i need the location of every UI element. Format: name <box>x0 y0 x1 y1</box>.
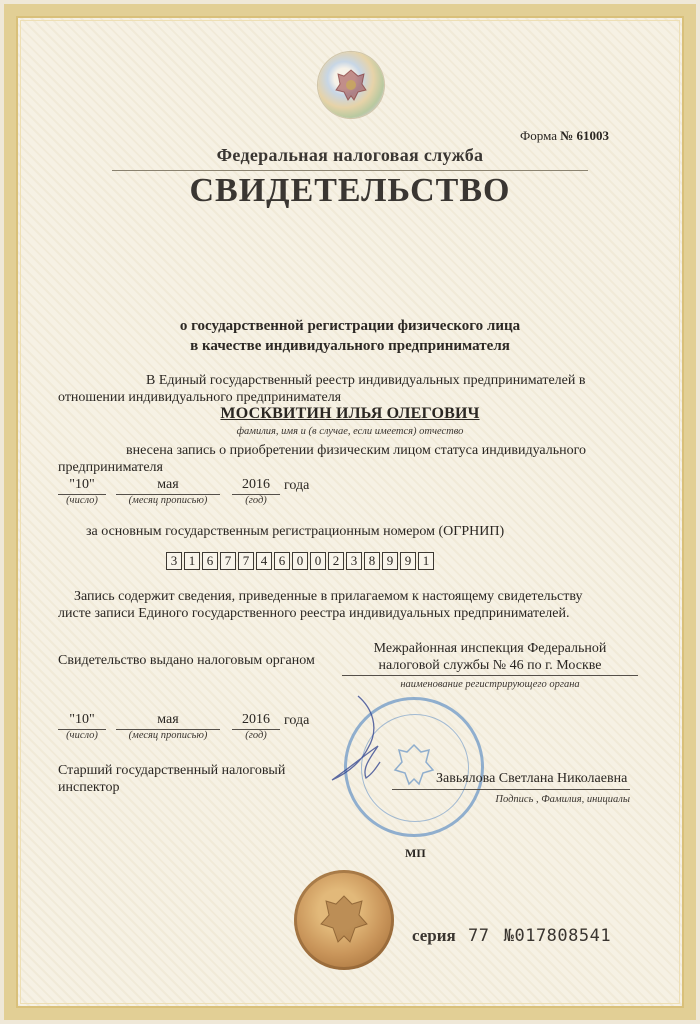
issue-month-caption: (месяц прописью) <box>128 730 208 741</box>
issuer-line-1: Межрайонная инспекция Федеральной <box>373 641 607 656</box>
name-caption: фамилия, имя и (в случае, если имеется) отчество <box>236 426 464 437</box>
entry-line-1: внесена запись о приобретении физическим лицом статуса индивидуального <box>126 443 586 458</box>
ogrnip-digit: 3 <box>166 552 182 570</box>
position-line-2: инспектор <box>58 780 120 795</box>
ogrnip-digit: 3 <box>346 552 362 570</box>
record-line-1: Запись содержит сведения, приведенные в прилагаемом к настоящему свидетельству <box>74 589 583 604</box>
subtitle-line-2: в качестве индивидуального предпринимателя <box>190 338 510 354</box>
subtitle-line-1: о государственной регистрации физического лица <box>179 318 521 334</box>
issue-month: мая <box>116 712 220 730</box>
issue-day-caption: (число) <box>66 730 98 741</box>
ogrnip-digit: 7 <box>220 552 236 570</box>
entry-day-caption: (число) <box>66 495 98 506</box>
document-title: СВИДЕТЕЛЬСТВО <box>189 172 511 209</box>
issue-day: "10" <box>58 712 106 730</box>
entry-year-suffix: года <box>284 478 310 493</box>
signature-underline <box>392 789 630 790</box>
signature-caption: Подпись , Фамилия, инициалы <box>495 794 630 805</box>
ogrnip-digit: 6 <box>202 552 218 570</box>
ogrnip-digit: 9 <box>382 552 398 570</box>
ogrnip-digit: 6 <box>274 552 290 570</box>
serial-number: №017808541 <box>503 926 612 946</box>
entry-month: мая <box>116 477 220 495</box>
record-line-2: листе записи Единого государственного реестра индивидуальных предпринимателей. <box>58 606 570 621</box>
ogrnip-digit: 0 <box>310 552 326 570</box>
form-label: Форма <box>520 128 557 143</box>
position-line-1: Старший государственный налоговый <box>58 763 286 778</box>
intro-line-1: В Единый государственный реестр индивидуальных предпринимателей в <box>146 373 586 388</box>
entry-year: 2016 <box>232 477 280 495</box>
hologram-emblem <box>318 52 384 118</box>
ogrnip-digit: 8 <box>364 552 380 570</box>
entry-day: "10" <box>58 477 106 495</box>
issue-year: 2016 <box>232 712 280 730</box>
series-label: серия <box>412 926 456 945</box>
ogrnip-digit: 7 <box>238 552 254 570</box>
ogrnip-number <box>166 552 436 570</box>
form-number-value: № 61003 <box>560 128 610 143</box>
issue-year-suffix: года <box>284 713 310 728</box>
series-value: 77 <box>468 926 490 946</box>
ogrnip-digit: 1 <box>184 552 200 570</box>
stamp-place-label: МП <box>405 846 426 860</box>
issuer-underline <box>342 675 638 676</box>
ogrnip-digit: 2 <box>328 552 344 570</box>
signatory-name: Завьялова Светлана Николаевна <box>436 771 628 786</box>
issuer-caption: наименование регистрирующего органа <box>400 679 580 690</box>
entry-line-2: предпринимателя <box>58 460 163 475</box>
issuer-line-2: налоговой службы № 46 по г. Москве <box>378 658 602 673</box>
entry-month-caption: (месяц прописью) <box>128 495 208 506</box>
gold-seal <box>294 870 394 970</box>
issued-by-label: Свидетельство выдано налоговым органом <box>58 653 315 668</box>
entry-year-caption: (год) <box>245 495 267 506</box>
ogrnip-label: за основным государственным регистрационным номером (ОГРНИП) <box>86 524 505 539</box>
form-number <box>520 128 609 144</box>
series-number <box>412 926 611 946</box>
ogrnip-digit: 0 <box>292 552 308 570</box>
intro-line-2: отношении индивидуального предпринимателя <box>58 390 342 405</box>
person-name: МОСКВИТИН ИЛЬЯ ОЛЕГОВИЧ <box>220 405 480 422</box>
ogrnip-digit: 1 <box>418 552 434 570</box>
ogrnip-digit: 4 <box>256 552 272 570</box>
signature-scribble <box>322 688 402 788</box>
ogrnip-digit: 9 <box>400 552 416 570</box>
authority-underline <box>112 170 588 171</box>
authority-name: Федеральная налоговая служба <box>216 145 484 165</box>
issue-year-caption: (год) <box>245 730 267 741</box>
